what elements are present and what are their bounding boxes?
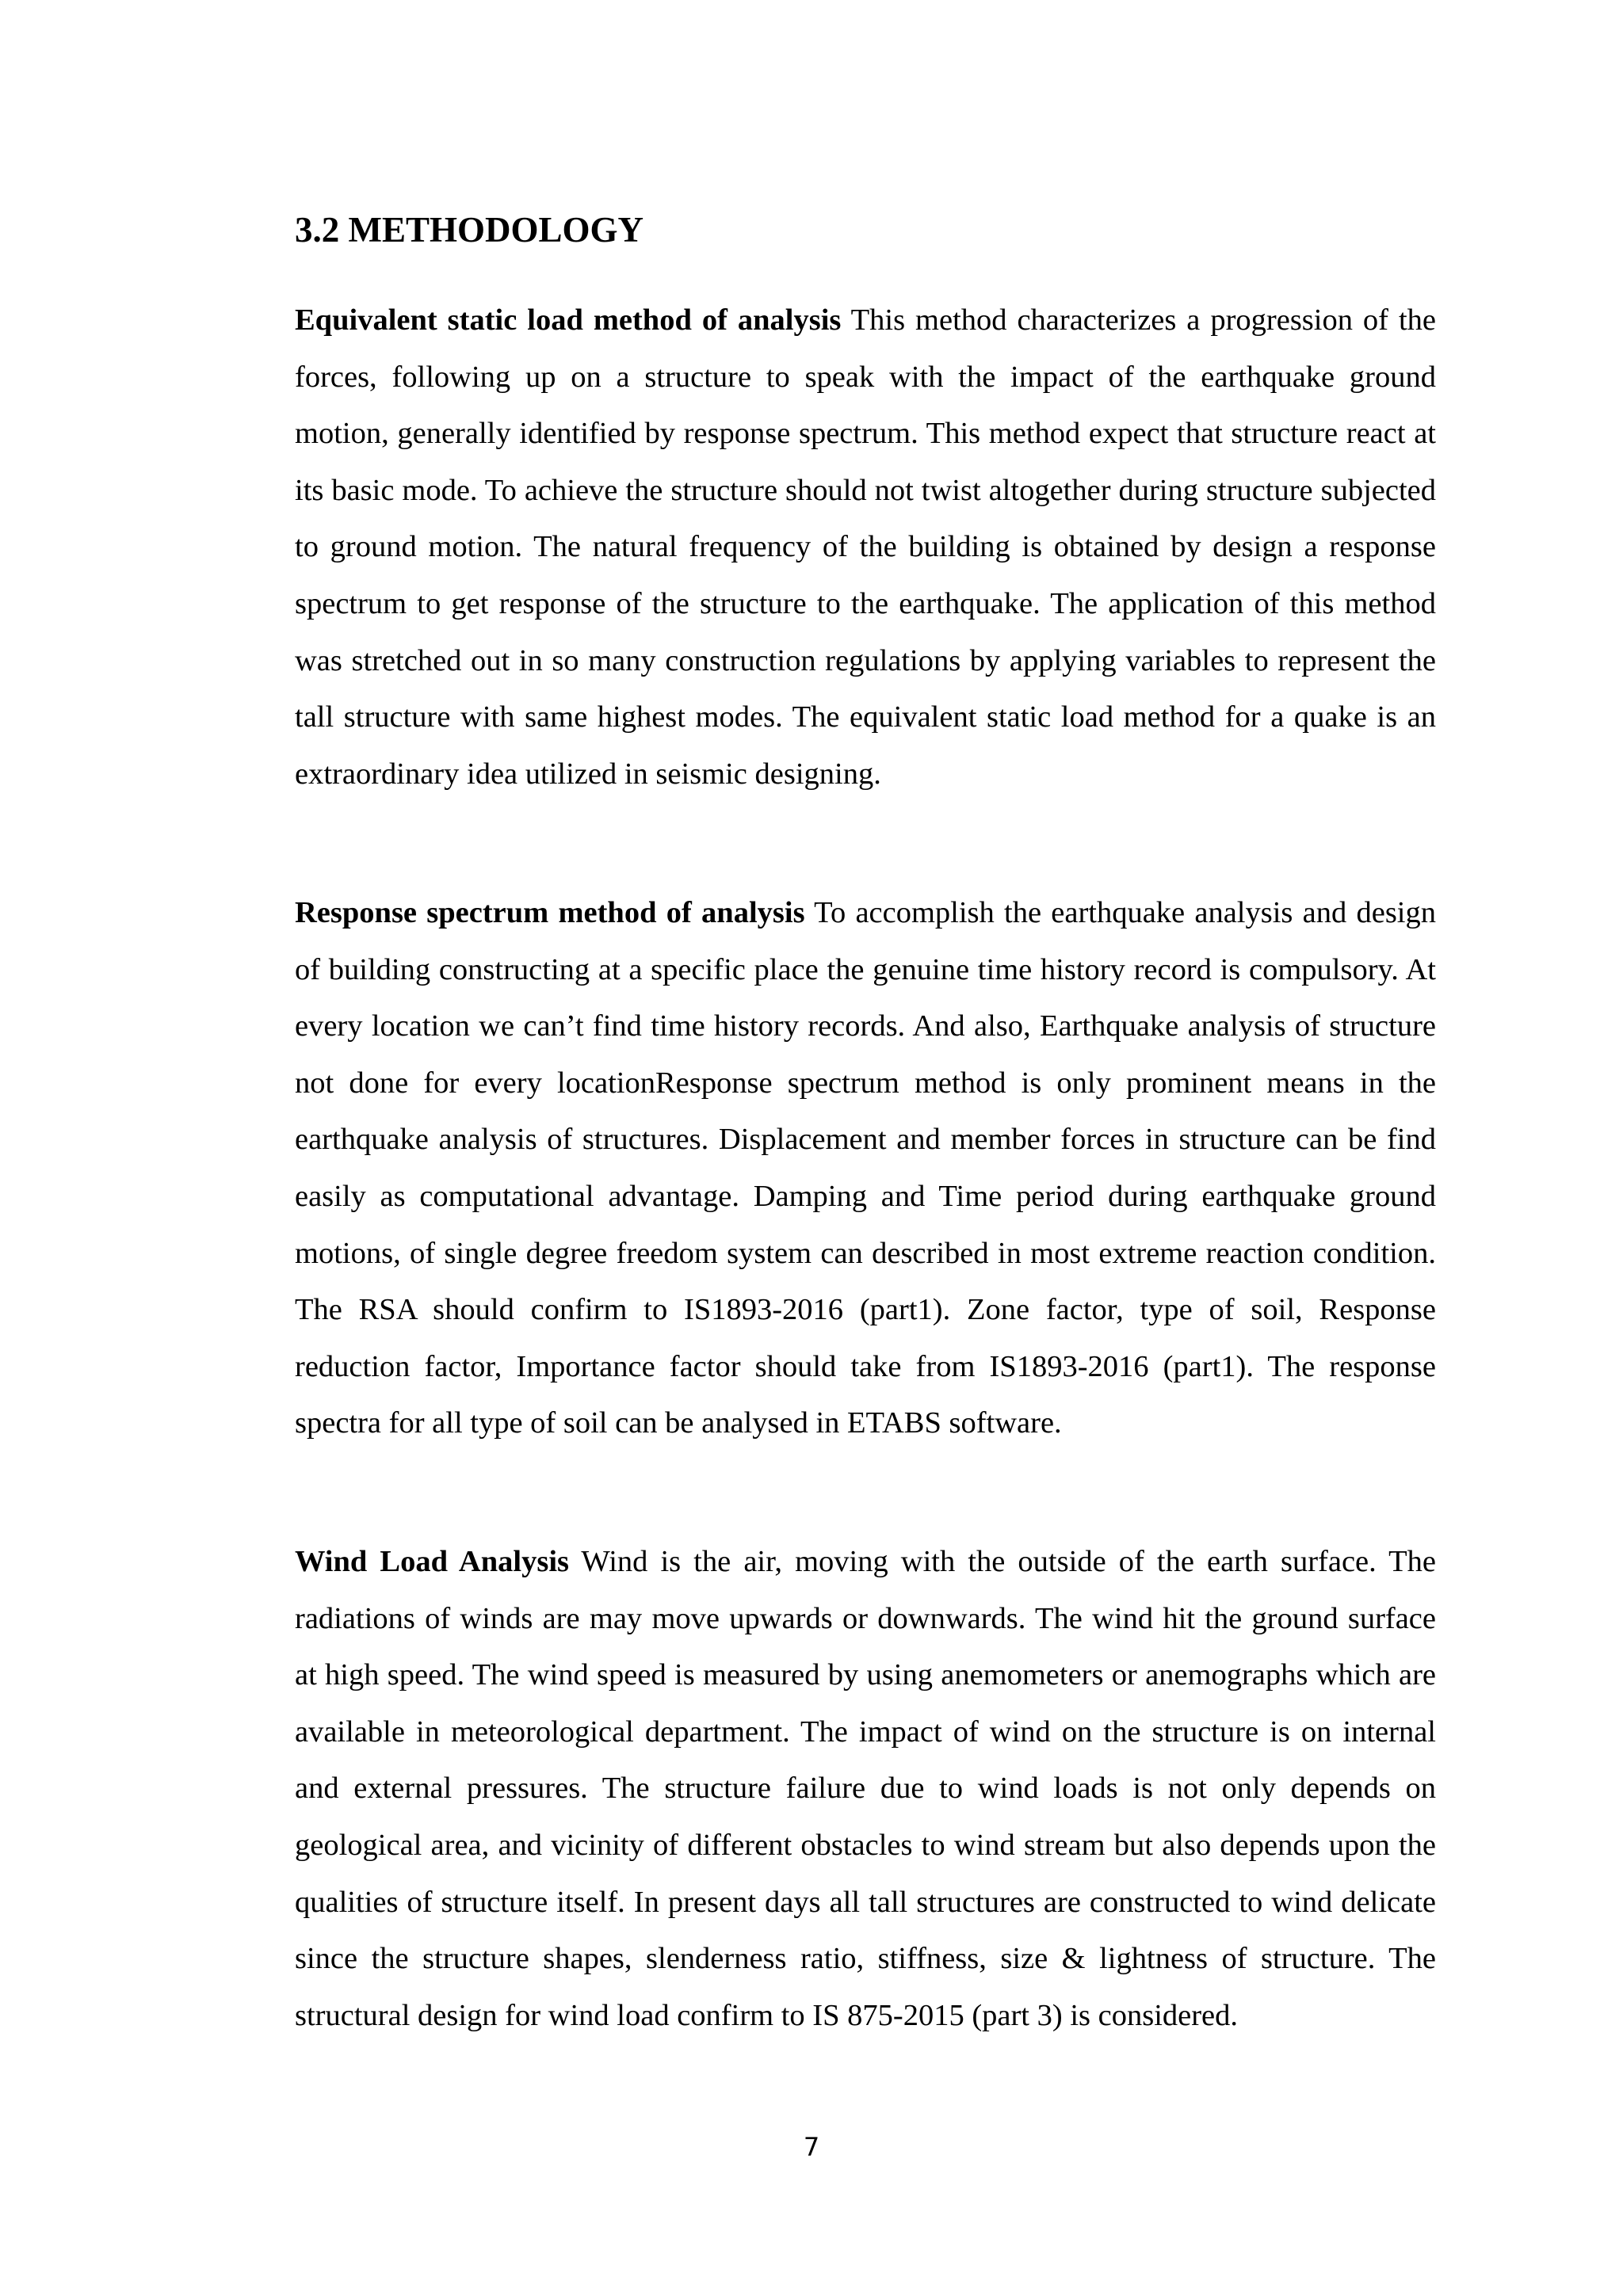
paragraph-body: To accomplish the earthquake analysis and design of building constructing at a specific place the genuine time history record is compulsory. At every location we can’t find time history records. And also, Earthquake analysis of structure not done for every locationResponse spectrum method is only prominent means in the earthquake analysis of structures. Displacement and member forces in structure can be find easily as computational advantage. Damping and Time period during earthquake ground motions, of single degree freedom system can described in most extreme reaction condition. The RSA should confirm to IS1893-2016 (part1). Zone factor, type of soil, Response reduction factor, Importance factor should take from IS1893-2016 (part1). The response spectra for all type of soil can be analysed in ETABS software. [295,896,1436,1440]
paragraph-body: This method characterizes a progression of the forces, following up on a structure to speak with the impact of the earthquake ground motion, generally identified by response spectrum. This method expect that structure react at its basic mode. To achieve the structure should not twist altogether during structure subjected to ground motion. The natural frequency of the building is obtained by design a response spectrum to get response of the structure to the earthquake. The application of this method was stretched out in so many construction regulations by applying variables to represent the tall structure with same highest modes. The equivalent static load method for a quake is an extraordinary idea utilized in seismic designing. [295,303,1436,791]
paragraph-lead-term: Response spectrum method of analysis [295,896,805,929]
paragraph-lead-term: Equivalent static load method of analysis [295,303,842,337]
paragraph-equivalent-static-load [295,292,1436,803]
paragraph-wind-load-analysis [295,1534,1436,2044]
paragraph-response-spectrum [295,885,1436,1452]
paragraph-body: Wind is the air, moving with the outside of the earth surface. The radiations of winds are may move upwards or downwards. The wind hit the ground surface at high speed. The wind speed is measured by using anemometers or anemographs which are available in meteorological department. The impact of wind on the structure is on internal and external pressures. The structure failure due to wind loads is not only depends on geological area, and vicinity of different obstacles to wind stream but also depends upon the qualities of structure itself. In present days all tall structures are constructed to wind delicate since the structure shapes, slenderness ratio, stiffness, size & lightness of structure. The structural design for wind load confirm to IS 875-2015 (part 3) is considered. [295,1545,1436,2032]
page-number: 7 [803,2132,820,2162]
paragraph-lead-term: Wind Load Analysis [295,1545,570,1578]
section-heading: 3.2 METHODOLOGY [295,210,644,250]
